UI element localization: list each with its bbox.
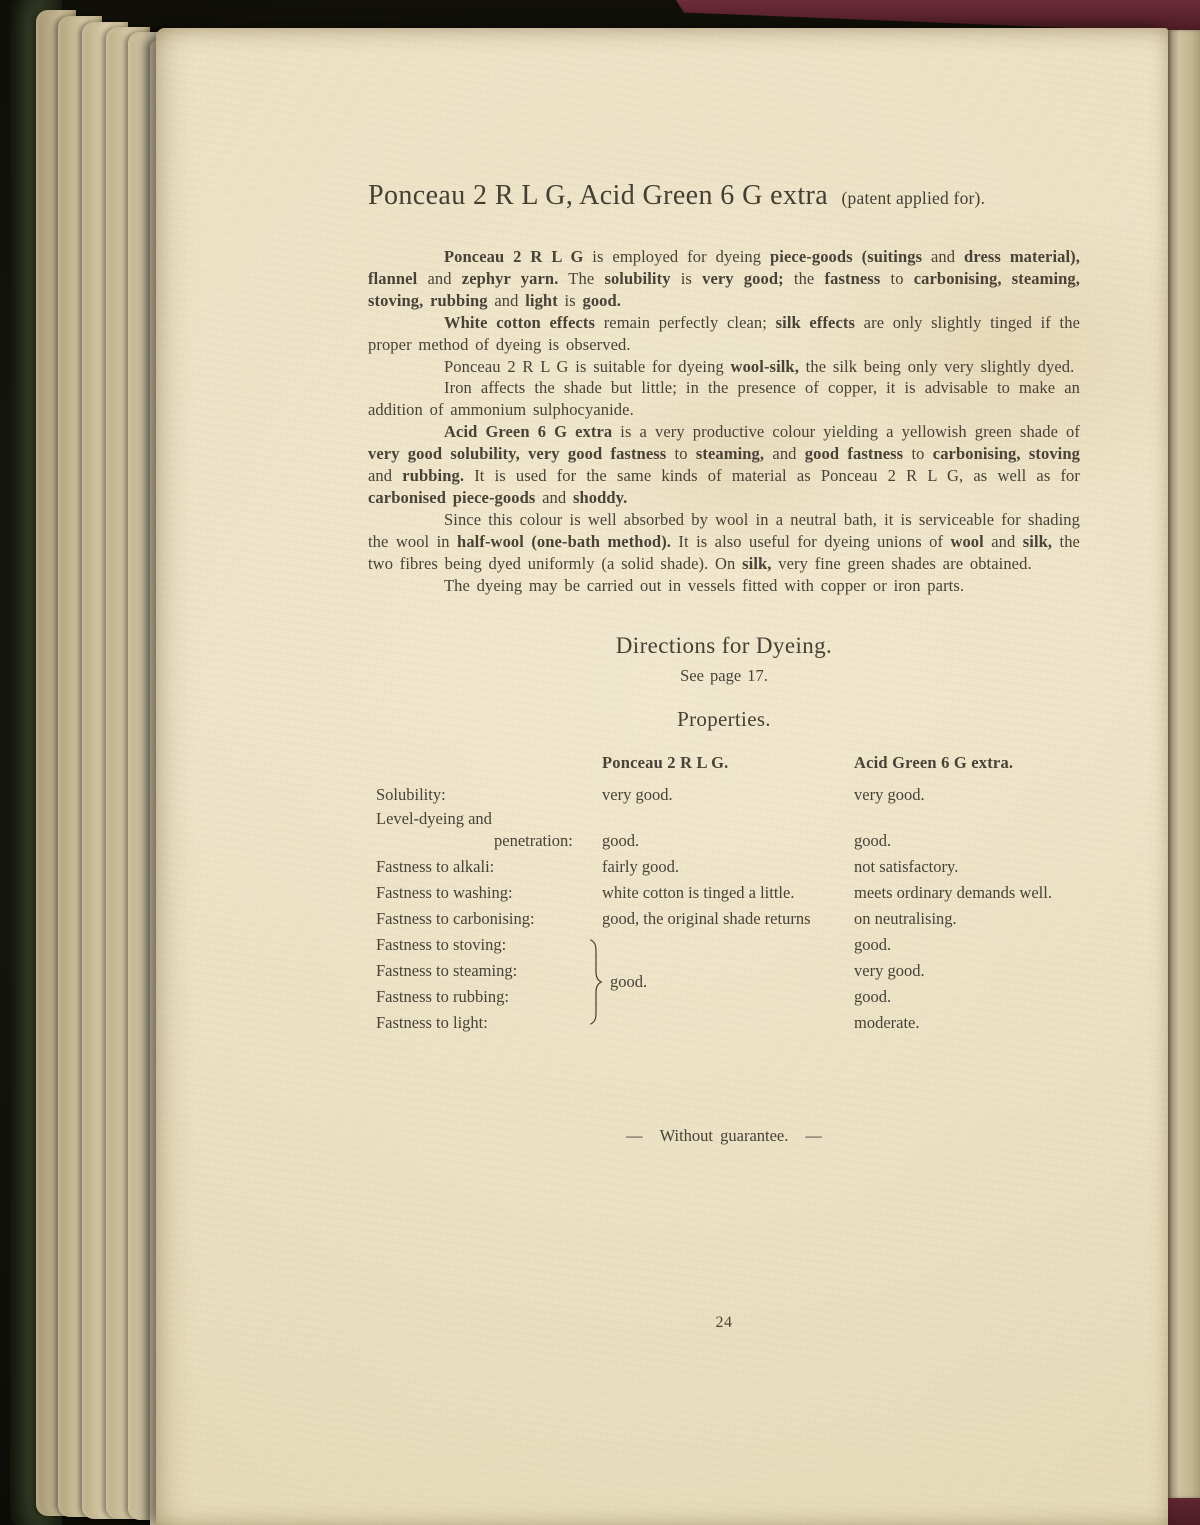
guarantee-line: [368, 1126, 1080, 1146]
row-label: Fastness to carbonising:: [376, 908, 535, 928]
acid-green-value: very good.: [854, 960, 925, 980]
ponceau-value: very good.: [602, 784, 673, 804]
page-content: [368, 28, 1080, 1332]
directions-note: See page 17.: [680, 665, 768, 685]
right-page-edge: [1168, 30, 1200, 1498]
paragraph: The dyeing may be carried out in vessels fitted with copper or iron parts.: [444, 575, 965, 595]
ponceau-value: good, the original shade returns: [602, 908, 811, 928]
body-paragraphs: [368, 246, 1080, 597]
row-label: Level-dyeing and penetration:: [376, 808, 573, 850]
properties-heading: Properties.: [677, 706, 771, 731]
brace-group: [589, 930, 854, 1034]
ponceau-value: white cotton is tinged a little.: [602, 882, 795, 902]
row-label: Fastness to rubbing:: [376, 986, 509, 1006]
brace-value: good.: [610, 971, 648, 991]
page-title: [368, 180, 1080, 212]
column-header-acid-green: Acid Green 6 G extra.: [854, 752, 1014, 772]
row-label: Fastness to light:: [376, 1012, 488, 1032]
title-main: Ponceau 2 R L G, Acid Green 6 G extra: [368, 180, 829, 211]
ponceau-value: fairly good.: [602, 856, 679, 876]
guarantee-dash-right: —: [805, 1125, 822, 1145]
paragraph: Ponceau 2 R L G is employed for dyeing piece-goods (suitings and dress material), flannel and zephyr yarn. The solubility is very good; the fastness to carbonising, steaming, stoving, rubbing and light is good.: [368, 247, 1080, 310]
acid-green-value: good.: [854, 830, 892, 850]
acid-green-value: not satisfactory.: [854, 856, 959, 876]
book-page: [156, 28, 1168, 1525]
properties-table: [368, 734, 1080, 1034]
acid-green-value: good.: [854, 986, 892, 1006]
page-number: 24: [715, 1313, 733, 1331]
acid-green-value: meets ordinary demands well.: [854, 882, 1052, 902]
row-label: Fastness to steaming:: [376, 960, 518, 980]
guarantee-dash-left: —: [626, 1125, 643, 1145]
acid-green-value: very good.: [854, 784, 925, 804]
paragraph: Since this colour is well absorbed by wool in a neutral bath, it is serviceable for shading the wool in half-wool (one-bath method). It is also useful for dyeing unions of wool and silk, the two fibres being dyed uniformly (a solid shade). On silk, very fine green shades are obtained.: [368, 509, 1080, 573]
paragraph: White cotton effects remain perfectly clean; silk effects are only slightly tinged if the proper method of dyeing is observed.: [368, 312, 1081, 354]
row-label: Fastness to washing:: [376, 882, 513, 902]
column-header-ponceau: Ponceau 2 R L G.: [602, 752, 729, 772]
directions-heading: Directions for Dyeing.: [615, 632, 833, 658]
paragraph: Acid Green 6 G extra is a very productive colour yielding a yellowish green shade of very good solubility, very good fastness to steaming, and good fastness to carbonising, stoving and rubbing. It is used for the same kinds of material as Ponceau 2 R L G, as well as for carbonised piece-goods and shoddy.: [368, 422, 1081, 507]
paragraph: Ponceau 2 R L G is suitable for dyeing wool-silk, the silk being only very slightly dyed.: [444, 356, 1075, 376]
acid-green-value: on neutralising.: [854, 908, 957, 928]
acid-green-value: good.: [854, 934, 892, 954]
acid-green-value: moderate.: [854, 1012, 920, 1032]
paragraph: Iron affects the shade but little; in the presence of copper, it is advisable to make an addition of ammonium sulphocyanide.: [368, 378, 1080, 420]
row-label: Fastness to alkali:: [376, 856, 495, 876]
guarantee-text: Without guarantee.: [659, 1125, 789, 1145]
ponceau-value: good.: [602, 830, 640, 850]
title-note: (patent applied for).: [841, 188, 986, 208]
row-label: Fastness to stoving:: [376, 934, 507, 954]
row-label: Solubility:: [376, 784, 446, 804]
